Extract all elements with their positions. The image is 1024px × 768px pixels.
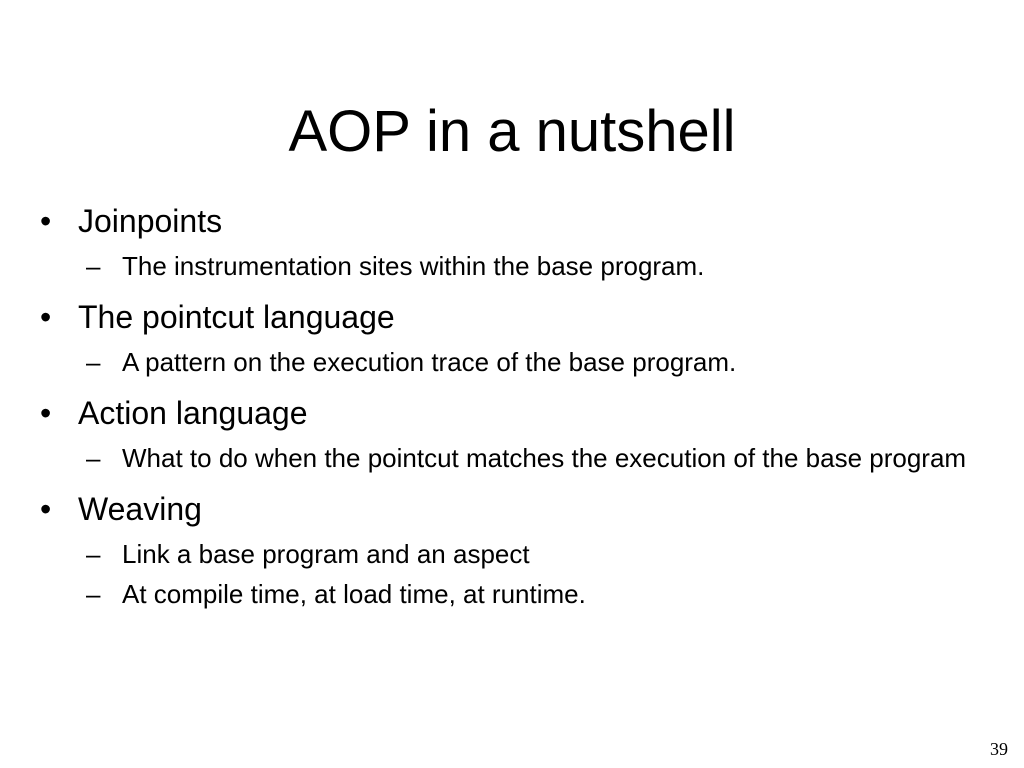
sub-bullet-marker: –	[86, 579, 101, 609]
sub-bullet-marker: –	[86, 251, 101, 281]
bullet-item-action-language	[40, 392, 980, 434]
sub-bullet-text: The instrumentation sites within the base program.	[122, 251, 705, 281]
sub-bullet-item	[86, 442, 980, 474]
sub-bullet-marker: –	[86, 539, 101, 569]
bullet-marker: •	[40, 203, 52, 239]
bullet-marker: •	[40, 491, 52, 527]
sub-bullet-item	[86, 346, 980, 378]
sub-bullet-marker: –	[86, 347, 101, 377]
page-number: 39	[990, 739, 1008, 759]
bullet-item-pointcut-language	[40, 296, 980, 338]
bullet-marker: •	[40, 299, 52, 335]
bullet-text: Weaving	[78, 491, 202, 527]
sub-bullet-item	[86, 250, 980, 282]
bullet-item-joinpoints	[40, 200, 980, 242]
bullet-text: Joinpoints	[78, 203, 223, 239]
slide-title: AOP in a nutshell	[288, 99, 736, 164]
sub-bullet-item	[86, 578, 980, 610]
sub-bullet-text: At compile time, at load time, at runtime.	[122, 579, 586, 609]
bullet-marker: •	[40, 395, 52, 431]
sub-bullet-marker: –	[86, 443, 101, 473]
bullet-text: Action language	[78, 395, 308, 431]
sub-bullet-text: A pattern on the execution trace of the base program.	[122, 347, 737, 377]
sub-bullet-text: Link a base program and an aspect	[122, 539, 530, 569]
bullet-item-weaving	[40, 488, 980, 530]
sub-bullet-item	[86, 538, 980, 570]
sub-bullet-text: What to do when the pointcut matches the execution of the base program	[122, 443, 967, 473]
bullet-list	[40, 200, 980, 610]
bullet-text: The pointcut language	[78, 299, 395, 335]
